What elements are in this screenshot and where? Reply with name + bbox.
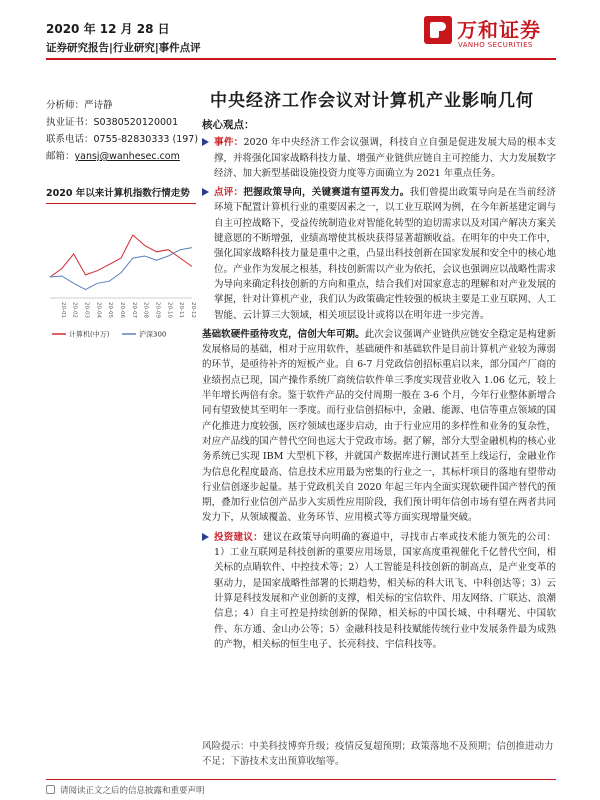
event-text: 2020 年中央经济工作会议强调，科技自立自强是促进发展大局的根本支撑，并将强化国家战略科技力量、增强产业链供应链自主可控能力、大力发展数字经济、加大新型基础设施投资力度等方面确立为 2021 年重点任务。 [214,137,557,179]
comment-text: 我们曾提出政策导向是在当前经济环境下配置计算机行业的重要因素之一，以工业互联网为例，在今年新基建定调与自主可控战略下，受益传统制造业对智能化转型的迫切需求以及对国产解决方案关键意愿的不断增强，业绩高增使其板块获得显著超额收益。在明年的中央工作中，强化国家战略科技力量是重中之重，凸显出科技创新在国家发展和安全中的核心地位。产业作为发展之根基，科技创新需以产业为依托，会议也强调应以战略性需求为导向来确定科技创新的方向和重点，结合我们对国家意志的理解和对产业发展的掌握，针对计算机产业，我们认为政策确定性较强的板块主要是工业互联网、人工智能、云计算三大领域，相关项层设计或将以在明年进一步完善。 [214,187,557,321]
bullet-arrow-icon [202,138,209,146]
analyst-email-link[interactable]: yansj@wanhesec.com [74,151,180,162]
document-icon [46,785,55,794]
analyst-cert-label: 执业证书： [46,117,94,128]
analyst-name-row [46,97,196,114]
comment-label: 点评： [214,187,244,199]
x-tick-label: 20-10 [166,302,173,318]
logo-name: 万和证券 [457,18,541,42]
report-title: 中央经济工作会议对计算机产业影响几何 [210,91,534,111]
invest-text: 建议在政策导向明确的赛道中，寻找市占率或技术能力领先的公司：1）工业互联网是科技创新的重要应用场景，国家高度重视催化千亿替代空间，相关标的点睛软件、中控技术等；2）人工智能是科技创新的制高点，是产业变革的驱动力，是国家战略性部署的长期趋势，相关标的科大讯飞、中科创达等；3）云计算是科技发展和产业创新的支撑，相关标的宝信软件、用友网络、广联达、浪潮信息；4）自主可控是持续创新的保障，相关标的中国长城、中科曙光、中国软件、东方通、金山办公等；5）金融科技是科技赋能传统行业中发展条件最为成熟的产物，相关标的恒生电子、长亮科技、宇信科技等。 [214,531,557,650]
core-heading: 核心观点： [202,119,255,131]
analyst-phone: 0755-82830333 (197) [93,134,199,145]
analyst-email-label: 邮箱： [46,151,75,162]
logo-english-name: VANHO SECURITIES [458,41,533,49]
x-tick-label: 20-02 [71,302,78,318]
analyst-cert: S0380520120001 [93,117,179,128]
comment-heading: 把握政策导向，关键赛道有望再发力。 [243,187,410,199]
series-line-1 [50,248,192,290]
analyst-phone-row [46,131,199,148]
invest-label: 投资建议： [214,531,263,543]
index-trend-chart [46,185,196,346]
chart-canvas [46,206,196,346]
event-paragraph [202,135,556,181]
x-tick-label: 20-05 [107,302,114,318]
infra-heading: 基础软硬件亟待攻克，信创大年可期。 [202,328,365,340]
x-tick-label: 20-08 [142,302,149,318]
footer-divider [46,779,556,780]
report-breadcrumb: 证券研究报告|行业研究|事件点评 [46,42,201,54]
x-tick-label: 20-09 [154,302,161,318]
analyst-name: 严诗静 [84,100,113,111]
analyst-phone-label: 联系电话： [46,134,94,145]
company-logo [424,14,556,54]
event-label: 事件： [214,137,244,149]
x-tick-label: 20-07 [130,302,137,318]
report-body [202,118,556,656]
invest-paragraph [202,530,556,652]
infra-paragraph [202,327,556,526]
bullet-arrow-icon [202,188,209,196]
footer-disclaimer: 请阅读正文之后的信息披露和重要声明 [60,786,205,796]
analyst-email-row [46,148,196,165]
series-line-0 [50,235,192,277]
analyst-info [46,97,199,165]
x-tick-label: 20-04 [95,302,102,318]
x-tick-label: 20-12 [190,302,196,318]
report-date: 2020 年 12 月 28 日 [46,22,170,36]
x-tick-label: 20-11 [178,302,185,318]
logo-badge-icon [424,16,452,44]
x-tick-label: 20-01 [59,302,66,318]
x-tick-label: 20-03 [83,302,90,318]
header-divider [46,58,556,60]
risk-warning: 风险提示：中美科技博弈升级；疫情反复超预期；政策落地不及预期；信创推进动力不足；下游技术支出预算收缩等。 [202,741,554,767]
infra-text: 此次会议强调产业链供应链安全稳定是构建新发展格局的基础，相对于应用软件，基础硬件和基础软件是目前计算机产业较为薄弱的环节，是亟待补齐的短板产业。自 6-7 月党政信创招标重启以来，部分国产厂商的业绩拐点已现，国产操作系统厂商统信软件单三季度实现营业收入 1.06 亿元，较上半年增长两倍有余。鉴于软件产品的交付周期一般在 3-6 个月，今年行业整体新增合同有望致使其至明年一季度。而行业信创招标中，金融、能源、电信等重点领域的国产化推进力度较强，医疗领域也逐步启动，由于行业应用的多样性和业务的复杂性，对应产品线的国产替代空间也远大于党政市场。据了解，部分大型金融机构的核心业务系统已实现 IBM 大型机下移，并就国产数据库进行测试甚至上线运行，金融业作为信息化程度最高、信息技术应用最为密集的行业之一，其标杆项目的落地有望带动行业信创逐步起量。基于党政机关自 2020 年起三年内全面实现软硬件国产替代的预期，叠加行业信创产品步入实质性应用阶段，我们预计明年信创市场有望在两者共同发力下，从领域覆盖、业务环节、应用模式等方面实现增量突破。 [202,328,556,524]
analyst-name-label: 分析师： [46,100,85,111]
chart-title: 2020 年以来计算机指数行情走势 [46,185,196,204]
bullet-arrow-icon [202,533,209,541]
legend-label-1: 沪深300 [139,330,167,339]
comment-paragraph [202,185,556,323]
x-tick-label: 20-06 [119,302,125,318]
analyst-cert-row [46,114,196,131]
legend-label-0: 计算机(中万) [69,330,110,339]
